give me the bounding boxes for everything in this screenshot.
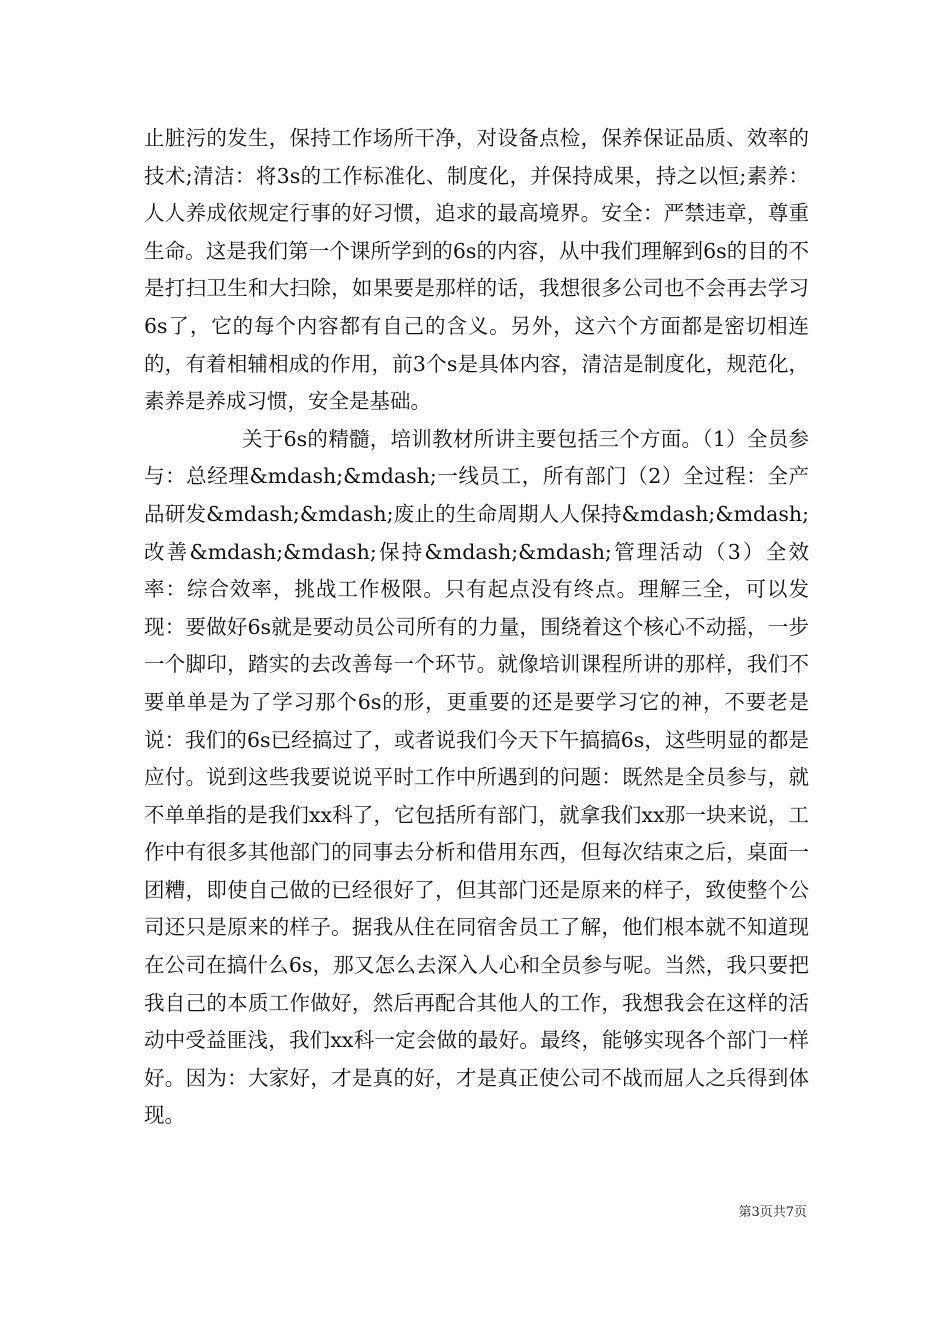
- page-number: 第3页共7页: [738, 1205, 807, 1220]
- paragraph-2: 关于6s的精髓，培训教材所讲主要包括三个方面。（1）全员参与：总经理&mdash;&mdash;一线员工，所有部门（2）全过程：全产品研发&mdash;&mdash;废止的生命周期人人保持&mdash;&mdash;改善&mdash;&mdash;保持&mdash;&mdash;管理活动（3）全效率：综合效率，挑战工作极限。只有起点没有终点。理解三全，可以发现：要做好6s就是要动员公司所有的力量，围绕着这个核心不动摇，一步一个脚印，踏实的去改善每一个环节。就像培训课程所讲的那样，我们不要单单是为了学习那个6s的形，更重要的还是要学习它的神，不要老是说：我们的6s已经搞过了，或者说我们今天下午搞搞6s，这些明显的都是应付。说到这些我要说说平时工作中所遇到的问题：既然是全员参与，就不单单指的是我们xx科了，它包括所有部门，就拿我们xx那一块来说，工作中有很多其他部门的同事去分析和借用东西，但每次结束之后，桌面一团糟，即使自己做的已经很好了，但其部门还是原来的样子，致使整个公司还只是原来的样子。据我从住在同宿舍员工了解，他们根本就不知道现在公司在搞什么6s，那又怎么去深入人心和全员参与呢。当然，我只要把我自己的本质工作做好，然后再配合其他人的工作，我想我会在这样的活动中受益匪浅，我们xx科一定会做的最好。最终，能够实现各个部门一样好。因为：大家好，才是真的好，才是真正使公司不战而屈人之兵得到体现。: [144, 426, 809, 1128]
- document-body: [144, 120, 809, 1135]
- paragraph-1: 止脏污的发生，保持工作场所干净，对设备点检，保养保证品质、效率的技术;清洁：将3s的工作标准化、制度化，并保持成果，持之以恒;素养：人人养成依规定行事的好习惯，追求的最高境界。安全：严禁违章，尊重生命。这是我们第一个课所学到的6s的内容，从中我们理解到6s的目的不是打扫卫生和大扫除，如果要是那样的话，我想很多公司也不会再去学习6s了，它的每个内容都有自己的含义。另外，这六个方面都是密切相连的，有着相辅相成的作用，前3个s是具体内容，清洁是制度化，规范化，素养是养成习惯，安全是基础。: [144, 126, 809, 414]
